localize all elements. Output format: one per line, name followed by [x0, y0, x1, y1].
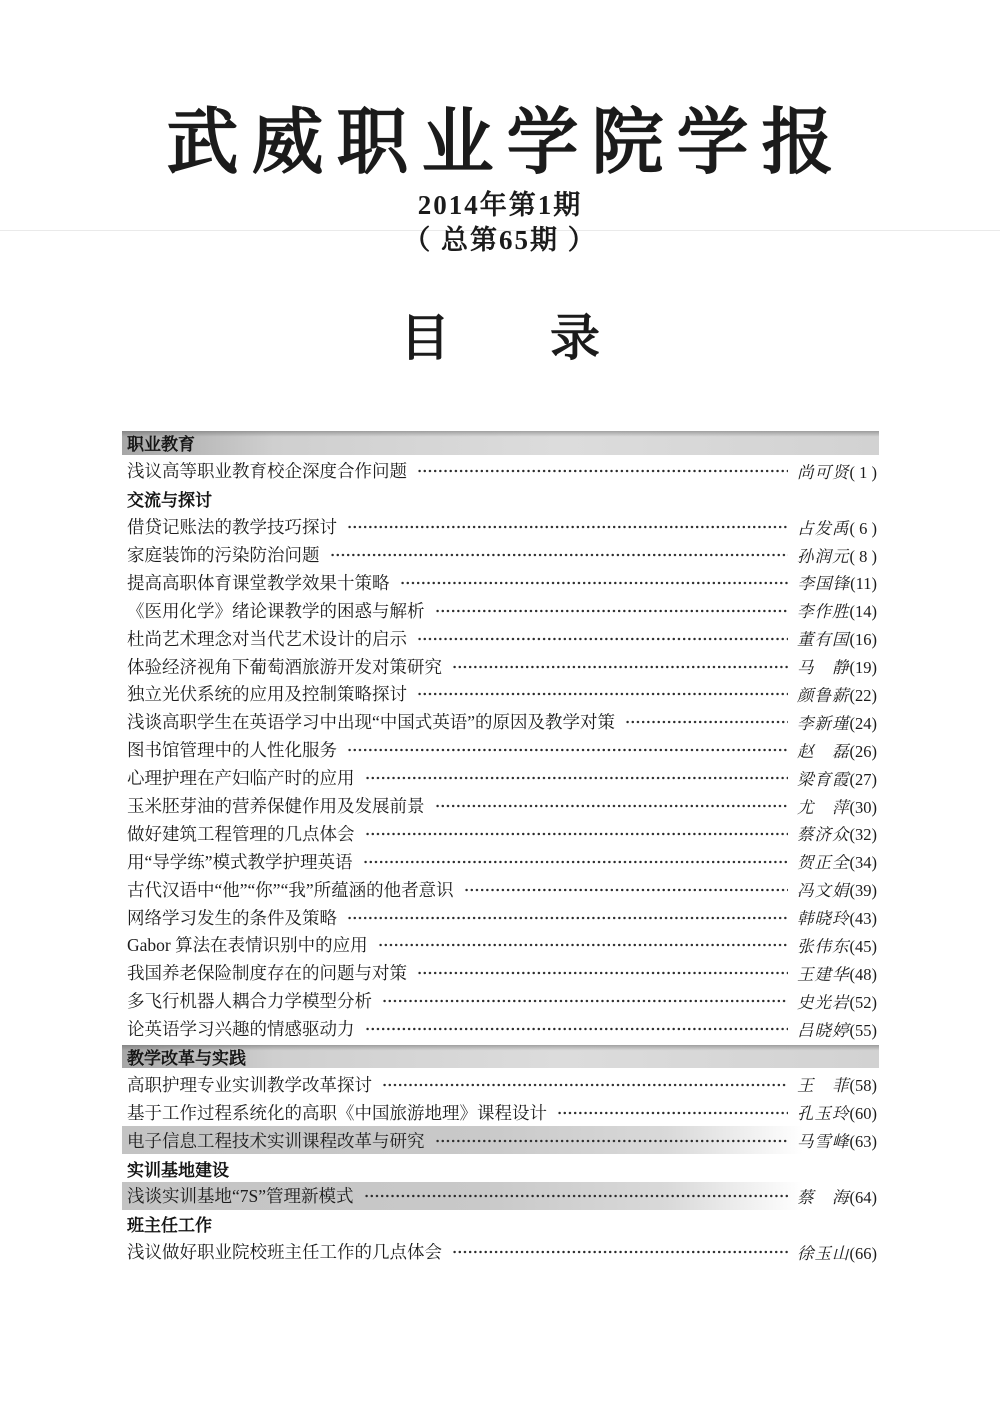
dotted-leader	[378, 931, 788, 959]
entry-page-number: (39)	[849, 881, 877, 901]
entry-title: 网络学习发生的条件及策略	[127, 907, 337, 928]
entry-page-number: (30)	[849, 797, 877, 817]
toc-entry	[122, 1182, 879, 1210]
section-label: 教学改革与实践	[127, 1049, 246, 1069]
entry-author: 王 菲	[797, 1076, 850, 1096]
entry-page-number: (24)	[849, 713, 877, 733]
entry-author: 尚可贤	[797, 462, 850, 482]
entry-author: 李国锋	[797, 574, 851, 594]
entry-title: 基于工作过程系统化的高职《中国旅游地理》课程设计	[127, 1102, 547, 1123]
toc-entry	[122, 457, 879, 485]
entry-author: 张伟东	[797, 936, 850, 956]
entry-author-page	[797, 933, 877, 957]
entry-title: 独立光伏系统的应用及控制策略探讨	[127, 684, 407, 705]
entry-title: 图书馆管理中的人性化服务	[127, 740, 337, 761]
entry-author-page	[797, 543, 877, 567]
entry-author-page	[797, 710, 877, 734]
toc-entry	[122, 652, 879, 680]
entry-author-page	[797, 989, 877, 1013]
entry-page-number: (43)	[849, 909, 877, 929]
dotted-leader	[557, 1098, 788, 1126]
entry-title: 杜尚艺术理念对当代艺术设计的启示	[127, 628, 407, 649]
entry-author-page	[797, 1100, 877, 1124]
entry-author-page	[797, 459, 877, 483]
entry-author: 马 静	[797, 658, 850, 678]
entry-page-number: (16)	[849, 630, 877, 650]
entry-author-page	[797, 1072, 877, 1096]
entry-page-number: (55)	[849, 1020, 877, 1040]
dotted-leader	[435, 1126, 789, 1154]
dotted-leader	[382, 987, 788, 1015]
toc-entry	[122, 792, 879, 820]
entry-title: 《医用化学》绪论课教学的困惑与解析	[127, 600, 425, 621]
entry-title: 浅谈高职学生在英语学习中出现“中国式英语”的原因及教学对策	[127, 712, 616, 733]
entry-author-page	[797, 682, 877, 706]
entry-title: 多飞行机器人耦合力学模型分析	[127, 991, 372, 1012]
entry-page-number: (52)	[849, 992, 877, 1012]
toc-heading: 目 录	[400, 310, 600, 366]
entry-author: 史光岩	[797, 992, 850, 1012]
entry-author: 梁育霞	[797, 769, 850, 789]
toc-entry	[122, 596, 879, 624]
toc-entry	[122, 1070, 879, 1098]
journal-title: 武威职业学院学报	[166, 103, 847, 183]
entry-author-page	[797, 905, 877, 929]
entry-author: 尤 萍	[797, 797, 850, 817]
entry-page-number: (11)	[850, 574, 877, 594]
toc-entry	[122, 1126, 879, 1154]
entry-title: 浅谈实训基地“7S”管理新模式	[127, 1186, 354, 1207]
toc-entry	[122, 736, 879, 764]
entry-author: 徐玉山	[797, 1243, 850, 1263]
entry-author-page	[797, 1240, 877, 1264]
entry-title: 用“导学练”模式教学护理英语	[127, 851, 353, 872]
entry-author: 韩晓玲	[797, 909, 850, 929]
entry-title: 家庭装饰的污染防治问题	[127, 545, 320, 565]
entry-author: 赵 磊	[797, 741, 850, 761]
entry-author-page	[797, 598, 877, 622]
toc-entry	[122, 513, 879, 541]
entry-author: 董有国	[797, 630, 850, 650]
entry-page-number: (63)	[849, 1132, 877, 1152]
entry-author-page	[797, 1017, 877, 1041]
entry-title: 做好建筑工程管理的几点体会	[127, 823, 355, 844]
entry-author-page	[797, 1184, 877, 1208]
entry-author-page	[797, 654, 877, 678]
entry-author: 孔玉玲	[797, 1104, 850, 1124]
dotted-leader	[435, 596, 789, 624]
section-header	[122, 1045, 879, 1069]
section-header	[122, 1156, 879, 1180]
toc-entry	[122, 680, 879, 708]
entry-title: 古代汉语中“他”“你”“我”所蕴涵的他者意识	[127, 879, 454, 900]
entry-author-page	[798, 570, 877, 594]
dotted-leader	[347, 736, 788, 764]
entry-author-page	[797, 515, 877, 539]
entry-page-number: ( 8 )	[849, 546, 877, 566]
dotted-leader	[417, 680, 788, 708]
entry-author: 吕晓婷	[797, 1020, 850, 1040]
toc-entry	[122, 764, 879, 792]
dotted-leader	[330, 541, 789, 569]
entry-author-page	[797, 877, 877, 901]
dotted-leader	[365, 819, 789, 847]
section-label: 实训基地建设	[127, 1160, 229, 1180]
toc-entry	[122, 541, 879, 569]
entry-title: Gabor 算法在表情识别中的应用	[127, 935, 368, 956]
toc-entry	[122, 708, 879, 736]
section-header	[122, 431, 879, 455]
entry-author: 冯文娟	[797, 881, 850, 901]
toc-entry	[122, 1015, 879, 1043]
dotted-leader	[625, 708, 788, 736]
entry-page-number: (60)	[849, 1104, 877, 1124]
entry-page-number: (34)	[849, 853, 877, 873]
entry-title: 借贷记账法的教学技巧探讨	[127, 517, 337, 538]
entry-title: 高职护理专业实训教学改革探讨	[127, 1074, 372, 1095]
section-header	[122, 1212, 879, 1236]
dotted-leader	[363, 847, 788, 875]
toc-entry	[122, 903, 879, 931]
dotted-leader	[400, 568, 789, 596]
entry-title: 我国养老保险制度存在的问题与对策	[127, 963, 407, 984]
entry-author-page	[797, 821, 877, 845]
entry-page-number: (64)	[849, 1187, 877, 1207]
entry-author: 占发禹	[797, 518, 850, 538]
entry-title: 浅议做好职业院校班主任工作的几点体会	[127, 1242, 442, 1263]
entry-author: 蔡 海	[797, 1187, 850, 1207]
dotted-leader	[347, 903, 788, 931]
entry-page-number: (19)	[849, 658, 877, 678]
entry-page-number: (14)	[849, 602, 877, 622]
toc-entry	[122, 987, 879, 1015]
entry-author: 李作胜	[797, 602, 850, 622]
entry-page-number: (26)	[849, 741, 877, 761]
entry-title: 玉米胚芽油的营养保健作用及发展前景	[127, 796, 425, 817]
toc-entry	[122, 819, 879, 847]
section-header	[122, 487, 879, 511]
toc-entry	[122, 624, 879, 652]
section-label: 班主任工作	[127, 1216, 212, 1236]
entry-author: 蔡济众	[797, 825, 850, 845]
entry-author-page	[797, 766, 877, 790]
entry-author-page	[797, 1128, 877, 1152]
entry-title: 电子信息工程技术实训课程改革与研究	[127, 1130, 425, 1151]
entry-page-number: ( 6 )	[849, 518, 877, 538]
entry-title: 提高高职体育课堂教学效果十策略	[127, 572, 390, 593]
toc-entry	[122, 847, 879, 875]
issue-cumulative-number: （ 总第65期 ）	[403, 225, 597, 255]
dotted-leader	[417, 959, 788, 987]
dotted-leader	[417, 624, 788, 652]
entry-page-number: (48)	[849, 964, 877, 984]
entry-title: 论英语学习兴趣的情感驱动力	[127, 1019, 355, 1040]
section-label: 交流与探讨	[127, 491, 212, 511]
dotted-leader	[347, 513, 788, 541]
entry-title: 体验经济视角下葡萄酒旅游开发对策研究	[127, 656, 442, 677]
entry-author: 孙润元	[797, 546, 850, 566]
entry-author: 马雪峰	[797, 1132, 850, 1152]
toc-entry	[122, 959, 879, 987]
toc-list	[122, 429, 879, 1266]
dotted-leader	[365, 1015, 789, 1043]
section-label: 职业教育	[127, 435, 195, 455]
entry-author-page	[797, 794, 877, 818]
entry-author: 颜鲁薪	[797, 685, 850, 705]
entry-author: 李新瑾	[797, 713, 850, 733]
entry-page-number: (45)	[849, 936, 877, 956]
toc-entry	[122, 931, 879, 959]
dotted-leader	[452, 1238, 788, 1266]
dotted-leader	[452, 652, 788, 680]
toc-entry	[122, 568, 879, 596]
issue-year-number: 2014年第1期	[417, 190, 583, 220]
dotted-leader	[382, 1070, 788, 1098]
toc-entry	[122, 875, 879, 903]
entry-title: 浅议高等职业教育校企深度合作问题	[127, 461, 407, 482]
dotted-leader	[365, 764, 789, 792]
dotted-leader	[464, 875, 788, 903]
entry-author-page	[797, 849, 877, 873]
entry-page-number: (32)	[849, 825, 877, 845]
entry-author-page	[797, 626, 877, 650]
entry-page-number: (22)	[849, 685, 877, 705]
entry-author-page	[797, 961, 877, 985]
entry-author: 贺正全	[797, 853, 850, 873]
entry-author-page	[797, 738, 877, 762]
toc-entry	[122, 1098, 879, 1126]
entry-page-number: (27)	[849, 769, 877, 789]
entry-page-number: (58)	[849, 1076, 877, 1096]
entry-author: 王建华	[797, 964, 850, 984]
dotted-leader	[435, 792, 789, 820]
toc-entry	[122, 1238, 879, 1266]
entry-title: 心理护理在产妇临产时的应用	[127, 768, 355, 789]
entry-page-number: ( 1 )	[849, 462, 877, 482]
entry-page-number: (66)	[849, 1243, 877, 1263]
dotted-leader	[417, 457, 788, 485]
dotted-leader	[364, 1182, 788, 1210]
